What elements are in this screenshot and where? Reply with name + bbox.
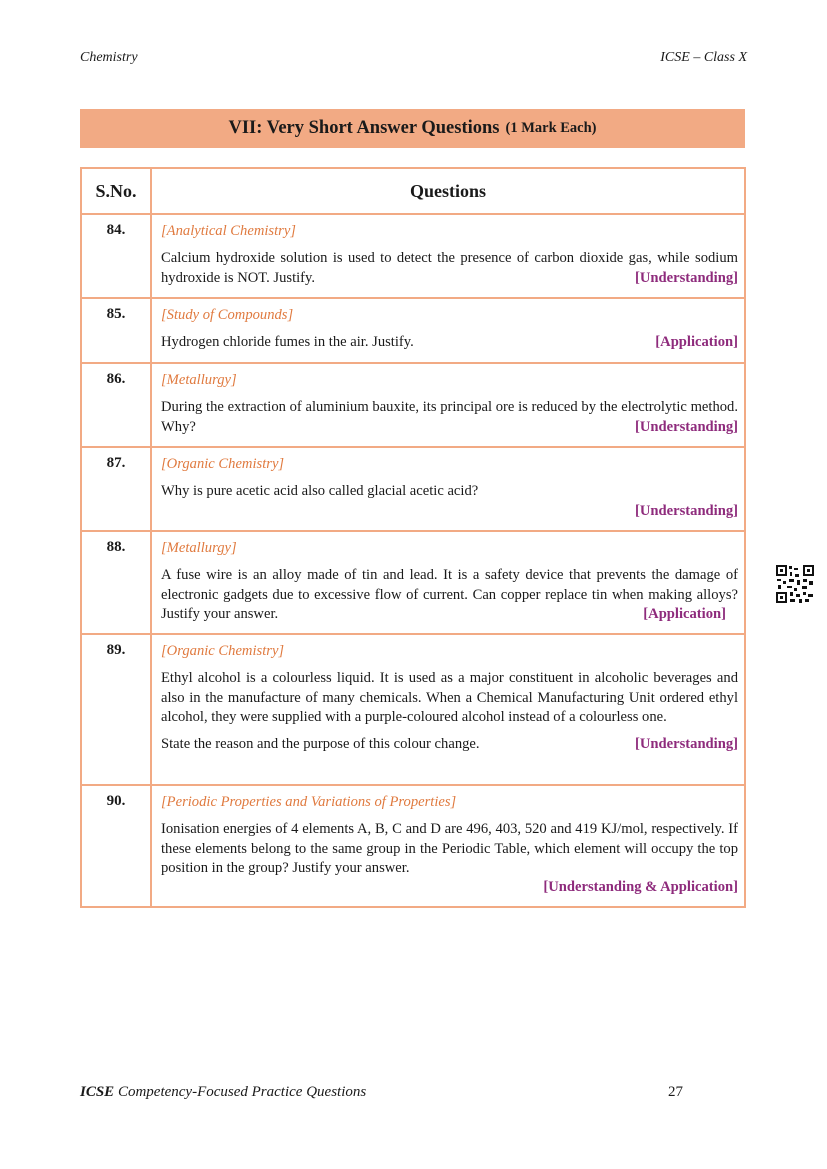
question-cell (151, 785, 745, 907)
question-number: 87. (81, 447, 151, 531)
question-text: Calcium hydroxide solution is used to detect the presence of carbon dioxide gas, while sodium hydroxide is NOT. Justify. [Understanding] (161, 249, 738, 288)
question-text: During the extraction of aluminium bauxite, its principal ore is reduced by the electrolytic method. Why? [Understanding] (161, 398, 738, 437)
question-cell (151, 214, 745, 298)
table-row (81, 214, 745, 298)
footer-title: ICSE Competency-Focused Practice Questions (80, 1084, 367, 1100)
table-row (81, 531, 745, 634)
header-course: ICSE – Class X (660, 50, 747, 65)
table-row (81, 298, 745, 363)
question-level: [Understanding & Application] (543, 879, 738, 896)
table-row (81, 785, 745, 907)
question-cell (151, 634, 745, 785)
question-level: [Understanding] (635, 736, 738, 753)
column-header-sno: S.No. (81, 168, 151, 214)
question-cell (151, 531, 745, 634)
question-number: 84. (81, 214, 151, 298)
question-topic: [Organic Chemistry] (161, 456, 285, 472)
question-topic: [Periodic Properties and Variations of Properties] (161, 794, 457, 810)
question-cell (151, 447, 745, 531)
question-number: 89. (81, 634, 151, 785)
question-level: [Application] (643, 605, 726, 622)
question-cell (151, 298, 745, 363)
table-row (81, 447, 745, 531)
question-topic: [Metallurgy] (161, 372, 237, 388)
qr-code-icon (775, 564, 815, 604)
column-header-questions: Questions (151, 168, 745, 214)
question-text: Why is pure acetic acid also called glacial acetic acid? (161, 483, 479, 500)
table-row (81, 634, 745, 785)
question-topic: [Analytical Chemistry] (161, 223, 296, 239)
footer-brand: ICSE (80, 1084, 115, 1100)
question-number: 88. (81, 531, 151, 634)
question-topic: [Metallurgy] (161, 540, 237, 556)
section-title: VII: Very Short Answer Questions (228, 118, 500, 138)
question-topic: [Study of Compounds] (161, 307, 294, 323)
questions-table (80, 167, 746, 908)
question-text: A fuse wire is an alloy made of tin and lead. It is a safety device that prevents the damage of electronic gadgets due to excessive flow of current. Can copper replace tin when making alloys? Justify your answer. [Application] (161, 566, 738, 624)
question-text-followup: State the reason and the purpose of this colour change. [Understanding] (161, 735, 738, 754)
question-text: Ethyl alcohol is a colourless liquid. It is used as a major constituent in alcoholic beverages and also in the manufacture of many chemicals. When a Chemical Manufacturing Unit ordered ethyl alcohol, they were supplied with a purple-coloured alcohol instead of a colourless one. (161, 670, 738, 725)
question-text: Ionisation energies of 4 elements A, B, C and D are 496, 403, 520 and 419 KJ/mol, respectively. If these elements belong to the same group in the Periodic Table, which element will occupy the top position in the group? Justify your answer. (161, 821, 738, 876)
header-subject: Chemistry (80, 50, 138, 65)
question-level: [Understanding] (635, 269, 738, 286)
question-number: 86. (81, 363, 151, 447)
question-number: 90. (81, 785, 151, 907)
question-topic: [Organic Chemistry] (161, 643, 285, 659)
question-level: [Understanding] (635, 418, 738, 435)
question-number: 85. (81, 298, 151, 363)
question-level: [Application] (655, 334, 738, 351)
question-text: Hydrogen chloride fumes in the air. Justify. [Application] (161, 333, 738, 352)
question-cell (151, 363, 745, 447)
question-level: [Understanding] (635, 502, 738, 519)
table-header-row (81, 168, 745, 214)
table-row (81, 363, 745, 447)
section-banner (80, 109, 745, 148)
section-marks: (1 Mark Each) (505, 120, 597, 136)
page-number: 27 (668, 1084, 683, 1100)
